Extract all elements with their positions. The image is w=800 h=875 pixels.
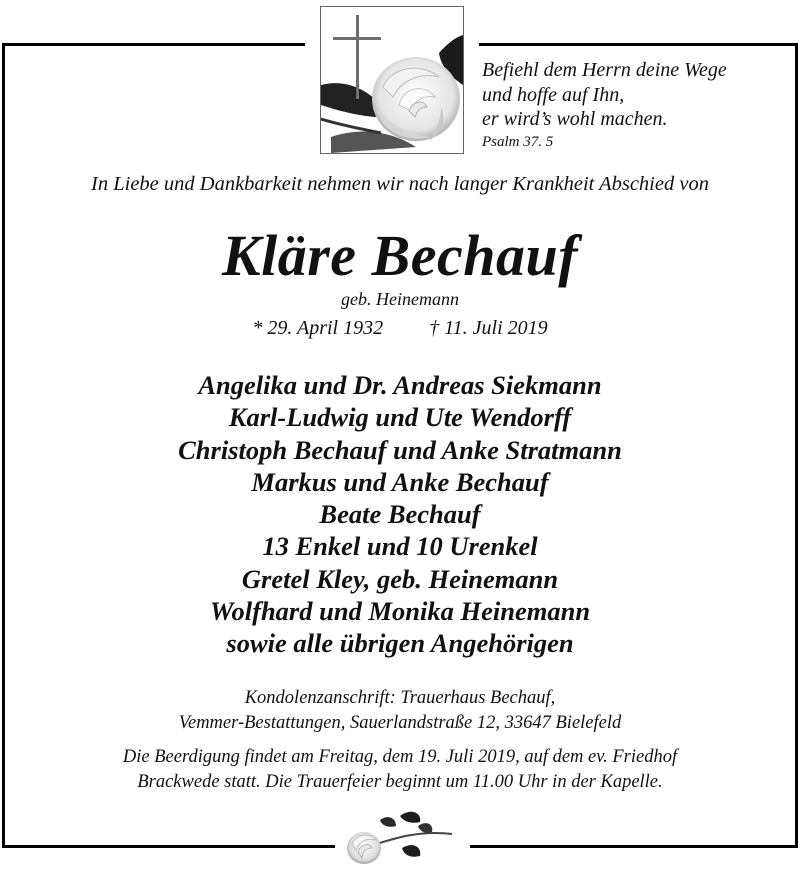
mourners-list (0, 369, 800, 660)
frame-top-right-line (479, 43, 798, 46)
life-dates (0, 317, 800, 340)
psalm-line: Befiehl dem Herrn deine Wege (482, 59, 727, 81)
rose-icon (340, 808, 460, 870)
psalm-reference: Psalm 37. 5 (482, 134, 554, 150)
funeral-line: Brackwede statt. Die Trauerfeier beginnt um 11.00 Uhr in der Kapelle. (137, 772, 663, 792)
mourner-line: Angelika und Dr. Andreas Siekmann (198, 370, 602, 400)
psalm-line: und hoffe auf Ihn, (482, 83, 625, 106)
intro-text: In Liebe und Dankbarkeit nehmen wir nach langer Krankheit Abschied von (91, 173, 709, 195)
deceased-name: Kläre Bechauf (221, 223, 579, 288)
mourner-line: Christoph Bechauf und Anke Stratmann (178, 434, 622, 465)
cross-and-rose-icon (320, 6, 464, 154)
mourner-line: Gretel Kley, geb. Heinemann (241, 563, 559, 594)
mourner-line: Markus und Anke Bechauf (251, 466, 549, 497)
psalm-quote (482, 58, 782, 132)
funeral-info (0, 745, 800, 795)
mourner-line: Wolfhard und Monika Heinemann (209, 596, 591, 627)
maiden-name: geb. Heinemann (341, 289, 459, 309)
address-line: Vemmer-Bestattungen, Sauerlandstraße 12, 33647 Bielefeld (178, 713, 622, 733)
mourner-line: Beate Bechauf (319, 499, 481, 530)
address-line: Kondolenzanschrift: Trauerhaus Bechauf, (244, 688, 556, 708)
birth-date: * 29. April 1932 (252, 317, 384, 339)
death-date: † 11. Juli 2019 (429, 317, 548, 339)
mourner-line: Karl-Ludwig und Ute Wendorff (228, 402, 572, 433)
mourner-line: 13 Enkel und 10 Urenkel (262, 531, 538, 562)
psalm-line: er wird’s wohl machen. (482, 108, 668, 130)
frame-bottom-left-line (2, 845, 335, 848)
condolence-address (0, 686, 800, 736)
frame-bottom-right-line (470, 845, 798, 848)
mourner-line: sowie alle übrigen Angehörigen (226, 628, 574, 659)
frame-top-left-line (2, 43, 305, 46)
funeral-line: Die Beerdigung findet am Freitag, dem 19. Juli 2019, auf dem ev. Friedhof (122, 747, 678, 767)
